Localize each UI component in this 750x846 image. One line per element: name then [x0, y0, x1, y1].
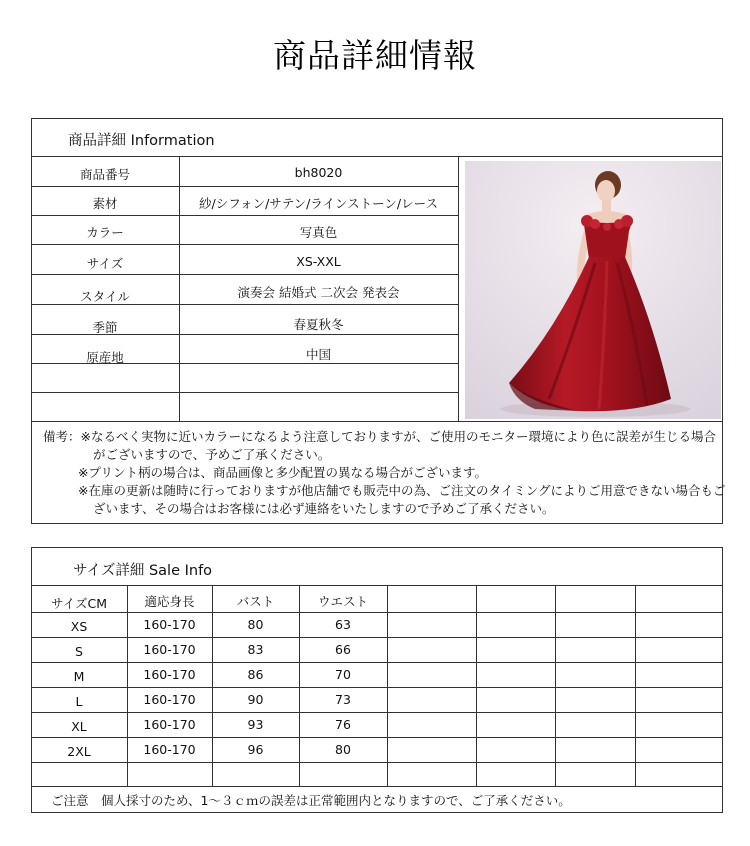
size-rule — [31, 662, 723, 663]
size-cell: 2XL — [67, 744, 91, 759]
size-rule — [31, 687, 723, 688]
size-col-divider — [635, 585, 636, 786]
size-cell: 76 — [335, 717, 351, 732]
info-rule — [31, 156, 723, 157]
info-value-material: 紗/シフォン/サテン/ラインストーン/レース — [199, 196, 438, 211]
size-rule — [31, 585, 723, 586]
info-label-material: 素材 — [92, 196, 118, 211]
size-rule — [31, 786, 723, 787]
info-rule — [31, 421, 723, 422]
size-cell: 96 — [247, 742, 264, 757]
size-col-divider — [555, 585, 556, 786]
red-gown-illustration — [465, 161, 721, 419]
size-rule — [31, 762, 723, 763]
info-value-size: XS-XXL — [296, 254, 341, 269]
info-label-season: 季節 — [92, 320, 118, 335]
size-cell: 80 — [247, 617, 264, 632]
info-value-style: 演奏会 結婚式 二次会 発表会 — [237, 285, 400, 300]
size-col-header: サイズCM — [50, 596, 107, 611]
info-rule — [31, 215, 458, 216]
size-col-divider — [476, 585, 477, 786]
size-cell: 73 — [335, 692, 351, 707]
info-value-season: 春夏秋冬 — [293, 317, 344, 332]
size-cell: 160-170 — [143, 667, 196, 682]
notes-line-1: 備考：※なるべく実物に近いカラーになるよう注意しておりますが、ご使用のモニター環境により色に誤差が生じる場合 — [43, 429, 716, 444]
size-cell: XL — [71, 719, 87, 734]
size-rule — [31, 612, 723, 613]
size-col-header: バスト — [236, 594, 275, 609]
size-cell: 70 — [335, 667, 351, 682]
size-cell: XS — [70, 619, 88, 634]
size-heading: サイズ詳細 Sale Info — [73, 563, 213, 579]
size-cell: 66 — [335, 642, 351, 657]
info-label-style: スタイル — [80, 289, 130, 304]
notes-line-4: ※在庫の更新は随時に行っておりますが他店舗でも販売中の為、ご注文のタイミングによりご用意できない場合もご — [78, 483, 726, 498]
notes-line-2: がございますので、予めご了承ください。 — [93, 447, 331, 462]
info-value-origin: 中国 — [305, 347, 331, 362]
size-cell: 90 — [247, 692, 264, 707]
info-label-origin: 原産地 — [86, 350, 124, 365]
size-cell: 160-170 — [143, 617, 196, 632]
info-rule — [31, 392, 458, 393]
size-footer-note: ご注意 個人採寸のため、1～３ｃｍの誤差は正常範囲内となりますので、ご了承ください。 — [51, 793, 571, 808]
size-rule — [31, 737, 723, 738]
info-value-color: 写真色 — [299, 225, 338, 240]
size-cell: 160-170 — [143, 692, 196, 707]
size-cell: 63 — [335, 617, 351, 632]
size-cell: S — [75, 644, 83, 659]
size-cell: 83 — [247, 642, 264, 657]
product-photo — [465, 161, 721, 419]
info-label-size: サイズ — [86, 256, 124, 271]
notes-line-3: ※プリント柄の場合は、商品画像と多少配置の異なる場合がございます。 — [78, 465, 487, 480]
info-heading: 商品詳細 Information — [68, 133, 215, 149]
info-rule — [31, 186, 458, 187]
info-rule — [31, 244, 458, 245]
size-cell: L — [75, 694, 83, 709]
size-rule — [31, 637, 723, 638]
size-cell: 160-170 — [143, 742, 196, 757]
size-cell: 86 — [247, 667, 264, 682]
info-label-product-number: 商品番号 — [79, 167, 130, 182]
info-value-product-number: bh8020 — [294, 165, 343, 180]
size-cell: 93 — [247, 717, 264, 732]
size-rule — [31, 712, 723, 713]
size-cell: M — [73, 669, 85, 684]
size-col-header: 適応身長 — [144, 594, 195, 609]
info-label-color: カラー — [86, 225, 124, 240]
notes-line-5: ざいます、その場合はお客様には必ず連絡をいたしますので予めご了承ください。 — [93, 501, 555, 516]
info-col-divider — [458, 156, 459, 421]
size-col-header: ウエスト — [317, 594, 368, 609]
page-title: 商品詳細情報 — [273, 36, 477, 75]
info-rule — [31, 274, 458, 275]
size-cell: 80 — [335, 742, 351, 757]
size-col-divider — [387, 585, 388, 786]
size-cell: 160-170 — [143, 717, 196, 732]
size-cell: 160-170 — [143, 642, 196, 657]
